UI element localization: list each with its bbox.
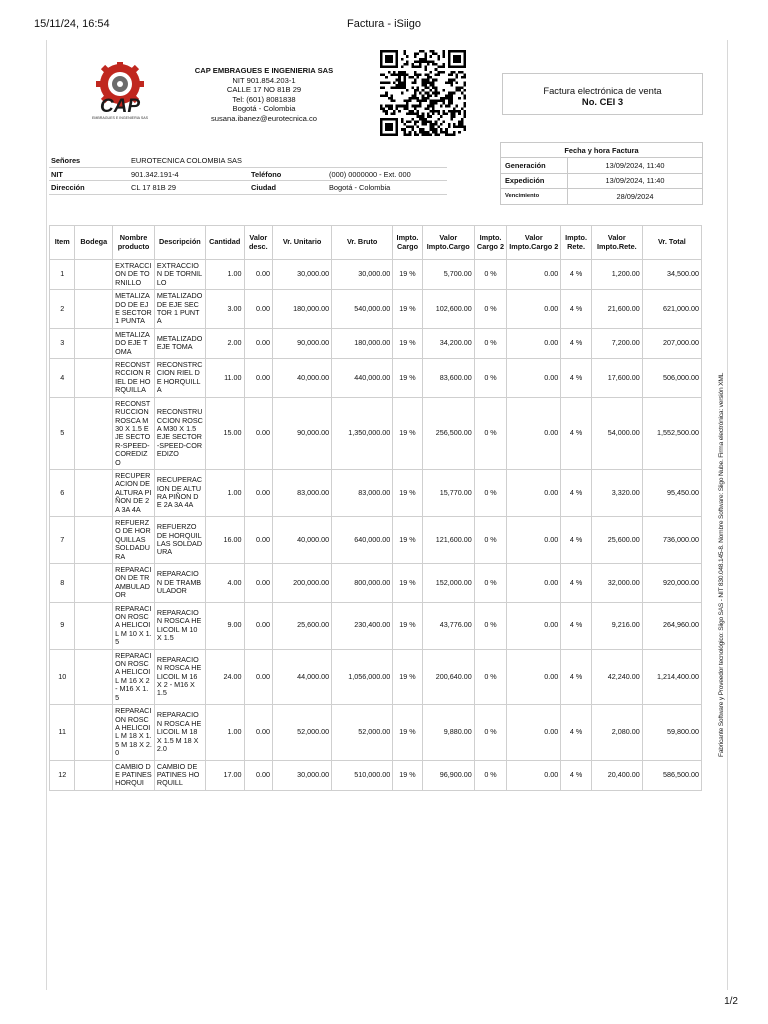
- cell-total: 621,000.00: [642, 290, 701, 329]
- senores-value: EUROTECNICA COLOMBIA SAS: [129, 154, 447, 167]
- cell-nombre: METALIZADO DE EJE SECTOR 1 PUNTA: [113, 290, 155, 329]
- cell-item: 6: [50, 469, 75, 516]
- cell-unitario: 200,000.00: [273, 564, 332, 603]
- page-number: 1/2: [724, 996, 738, 1007]
- cell-desc: 0.00: [244, 328, 273, 358]
- table-header-row: [50, 226, 702, 260]
- cell-bruto: 52,000.00: [332, 705, 393, 760]
- cell-bodega: [75, 359, 113, 398]
- cell-unitario: 83,000.00: [273, 469, 332, 516]
- column-header: Impto. Cargo 2: [474, 226, 507, 260]
- client-info-table: [49, 154, 447, 195]
- cell-cargo2: 0 %: [474, 705, 507, 760]
- column-header: Valor Impto.Rete.: [591, 226, 642, 260]
- cell-rete: 4 %: [561, 760, 592, 790]
- column-header: Item: [50, 226, 75, 260]
- cell-cantidad: 1.00: [205, 260, 244, 290]
- cell-cantidad: 1.00: [205, 469, 244, 516]
- logo-text: CAP: [99, 96, 141, 117]
- nit-label: NIT: [49, 167, 129, 180]
- table-row: [50, 760, 702, 790]
- cell-item: 10: [50, 649, 75, 704]
- cell-vcargo2: 0.00: [507, 760, 561, 790]
- cell-vcargo: 96,900.00: [422, 760, 474, 790]
- cell-desc: 0.00: [244, 564, 273, 603]
- cell-vcargo2: 0.00: [507, 469, 561, 516]
- cell-nombre: REFUERZO DE HORQUILLAS SOLDADURA: [113, 516, 155, 563]
- cell-nombre: REPARACION ROSCA HELICOIL M 10 X 1.5: [113, 602, 155, 649]
- cell-vcargo: 200,640.00: [422, 649, 474, 704]
- cell-vcargo: 83,600.00: [422, 359, 474, 398]
- table-row: [50, 359, 702, 398]
- table-row: [50, 260, 702, 290]
- software-provider-text: Fabricante Software y Proveedor tecnológico: Siigo SAS - NIT 830.048.145-8. Nombre Software: Siigo Nube. Firma electrónica: versión XML: [718, 372, 725, 757]
- cell-vcargo2: 0.00: [507, 328, 561, 358]
- cell-vcargo2: 0.00: [507, 705, 561, 760]
- cell-nombre: RECONSTRUCCION ROSCA M30 X 1.5 EJE SECTOR-SPEED-COREDIZO: [113, 397, 155, 469]
- cell-rete: 4 %: [561, 469, 592, 516]
- cell-cargo2: 0 %: [474, 328, 507, 358]
- column-header: Bodega: [75, 226, 113, 260]
- cell-vrete: 42,240.00: [591, 649, 642, 704]
- cell-item: 9: [50, 602, 75, 649]
- invoice-items-table: [49, 225, 702, 791]
- company-phone: Tel: (601) 8081838: [232, 94, 296, 104]
- expedicion-value: 13/09/2024, 11:40: [568, 173, 703, 189]
- invoice-dates-table: [500, 142, 703, 205]
- cell-unitario: 90,000.00: [273, 397, 332, 469]
- cell-cargo: 19 %: [393, 564, 423, 603]
- cell-unitario: 180,000.00: [273, 290, 332, 329]
- company-info: [184, 66, 344, 124]
- ciudad-value: Bogotá - Colombia: [327, 181, 447, 194]
- cell-item: 3: [50, 328, 75, 358]
- cell-vrete: 17,600.00: [591, 359, 642, 398]
- column-header: Valor Impto.Cargo: [422, 226, 474, 260]
- cell-cantidad: 2.00: [205, 328, 244, 358]
- cell-rete: 4 %: [561, 564, 592, 603]
- cell-cantidad: 17.00: [205, 760, 244, 790]
- logo-subtext: EMBRAGUES E INGENIERIA SAS: [91, 116, 149, 120]
- cell-cargo2: 0 %: [474, 397, 507, 469]
- cell-cantidad: 24.00: [205, 649, 244, 704]
- cell-unitario: 25,600.00: [273, 602, 332, 649]
- cell-item: 12: [50, 760, 75, 790]
- cell-nombre: REPARACION ROSCA HELICOIL M 18 X 1.5 M 18 X 2.0: [113, 705, 155, 760]
- cell-cargo2: 0 %: [474, 260, 507, 290]
- cell-bruto: 180,000.00: [332, 328, 393, 358]
- table-row: [50, 469, 702, 516]
- cell-total: 506,000.00: [642, 359, 701, 398]
- cell-unitario: 30,000.00: [273, 260, 332, 290]
- cell-vcargo: 15,770.00: [422, 469, 474, 516]
- cell-cargo2: 0 %: [474, 516, 507, 563]
- vencimiento-label: Vencimiento: [501, 189, 568, 205]
- cell-desc: 0.00: [244, 469, 273, 516]
- cell-unitario: 40,000.00: [273, 359, 332, 398]
- cell-bodega: [75, 469, 113, 516]
- cell-vcargo: 152,000.00: [422, 564, 474, 603]
- cell-desc: 0.00: [244, 260, 273, 290]
- cell-rete: 4 %: [561, 649, 592, 704]
- direccion-label: Dirección: [49, 181, 129, 194]
- cell-item: 11: [50, 705, 75, 760]
- cell-cargo2: 0 %: [474, 564, 507, 603]
- cell-bruto: 510,000.00: [332, 760, 393, 790]
- cell-vcargo2: 0.00: [507, 359, 561, 398]
- cell-rete: 4 %: [561, 602, 592, 649]
- cell-total: 264,960.00: [642, 602, 701, 649]
- generacion-value: 13/09/2024, 11:40: [568, 158, 703, 174]
- company-city: Bogotá - Colombia: [232, 104, 296, 114]
- cell-item: 1: [50, 260, 75, 290]
- column-header: Vr. Total: [642, 226, 701, 260]
- cell-bruto: 640,000.00: [332, 516, 393, 563]
- cell-nombre: RECUPERACION DE ALTURA PIÑON DE 2A 3A 4A: [113, 469, 155, 516]
- cell-cargo: 19 %: [393, 260, 423, 290]
- cell-total: 34,500.00: [642, 260, 701, 290]
- column-header: Valor desc.: [244, 226, 273, 260]
- table-row: [50, 602, 702, 649]
- cell-desc: 0.00: [244, 516, 273, 563]
- cell-item: 7: [50, 516, 75, 563]
- cell-cargo2: 0 %: [474, 469, 507, 516]
- cell-cargo2: 0 %: [474, 359, 507, 398]
- cell-vrete: 54,000.00: [591, 397, 642, 469]
- cell-item: 4: [50, 359, 75, 398]
- table-body: [50, 260, 702, 791]
- cell-bruto: 30,000.00: [332, 260, 393, 290]
- cell-vrete: 20,400.00: [591, 760, 642, 790]
- cell-total: 95,450.00: [642, 469, 701, 516]
- cell-unitario: 30,000.00: [273, 760, 332, 790]
- direccion-value: CL 17 81B 29: [129, 181, 249, 194]
- cell-vcargo2: 0.00: [507, 290, 561, 329]
- cell-vrete: 9,216.00: [591, 602, 642, 649]
- cell-unitario: 44,000.00: [273, 649, 332, 704]
- telefono-value: (000) 0000000 - Ext. 000: [327, 167, 447, 180]
- cell-total: 920,000.00: [642, 564, 701, 603]
- expedicion-label: Expedición: [501, 173, 568, 189]
- cell-vcargo2: 0.00: [507, 602, 561, 649]
- cell-rete: 4 %: [561, 516, 592, 563]
- cell-vcargo2: 0.00: [507, 397, 561, 469]
- company-address: CALLE 17 NO 81B 29: [226, 85, 302, 95]
- cell-vcargo2: 0.00: [507, 260, 561, 290]
- cell-nombre: REPARACION DE TRAMBULADOR: [113, 564, 155, 603]
- cell-vcargo2: 0.00: [507, 649, 561, 704]
- cell-bodega: [75, 564, 113, 603]
- cell-item: 5: [50, 397, 75, 469]
- cell-total: 586,500.00: [642, 760, 701, 790]
- cell-total: 59,800.00: [642, 705, 701, 760]
- cell-rete: 4 %: [561, 290, 592, 329]
- cell-unitario: 52,000.00: [273, 705, 332, 760]
- table-row: [50, 564, 702, 603]
- generacion-label: Generación: [501, 158, 568, 174]
- cell-cargo2: 0 %: [474, 602, 507, 649]
- cell-desc: 0.00: [244, 705, 273, 760]
- cell-bodega: [75, 602, 113, 649]
- cell-cantidad: 1.00: [205, 705, 244, 760]
- cell-rete: 4 %: [561, 260, 592, 290]
- cell-descripcion: METALIZADO EJE TOMA: [154, 328, 205, 358]
- cell-cargo: 19 %: [393, 602, 423, 649]
- cell-desc: 0.00: [244, 602, 273, 649]
- print-header: [0, 16, 768, 32]
- cell-vcargo: 43,776.00: [422, 602, 474, 649]
- company-nit: NIT 901.854.203-1: [232, 75, 296, 85]
- cell-nombre: RECONSTRCCION RIEL DE HORQUILLA: [113, 359, 155, 398]
- cell-total: 1,552,500.00: [642, 397, 701, 469]
- cell-vcargo: 102,600.00: [422, 290, 474, 329]
- cell-desc: 0.00: [244, 290, 273, 329]
- cell-cargo2: 0 %: [474, 760, 507, 790]
- cell-cargo: 19 %: [393, 359, 423, 398]
- cell-bruto: 540,000.00: [332, 290, 393, 329]
- column-header: Impto. Rete.: [561, 226, 592, 260]
- software-provider-note: [712, 42, 734, 757]
- invoice-title-box: [502, 73, 703, 115]
- telefono-label: Teléfono: [249, 167, 327, 180]
- cell-vcargo2: 0.00: [507, 516, 561, 563]
- print-datetime: 15/11/24, 16:54: [34, 18, 110, 30]
- cell-desc: 0.00: [244, 359, 273, 398]
- cell-bodega: [75, 260, 113, 290]
- column-header: Vr. Bruto: [332, 226, 393, 260]
- nit-value: 901.342.191-4: [129, 167, 249, 180]
- cell-nombre: CAMBIO DE PATINES HORQUI: [113, 760, 155, 790]
- cell-cargo: 19 %: [393, 760, 423, 790]
- cell-cargo: 19 %: [393, 705, 423, 760]
- cell-unitario: 40,000.00: [273, 516, 332, 563]
- invoice-title: Factura electrónica de venta: [543, 85, 662, 96]
- cell-bruto: 1,350,000.00: [332, 397, 393, 469]
- invoice-number: No. CEI 3: [581, 96, 624, 107]
- cell-rete: 4 %: [561, 328, 592, 358]
- cell-vrete: 21,600.00: [591, 290, 642, 329]
- cell-vrete: 2,080.00: [591, 705, 642, 760]
- cell-desc: 0.00: [244, 760, 273, 790]
- vencimiento-value: 28/09/2024: [568, 189, 703, 205]
- column-header: Impto. Cargo: [393, 226, 423, 260]
- cell-descripcion: REPARACION ROSCA HELICOIL M 16 X 2 - M16 X 1.5: [154, 649, 205, 704]
- cell-bodega: [75, 290, 113, 329]
- cell-rete: 4 %: [561, 397, 592, 469]
- column-header: Descripción: [154, 226, 205, 260]
- cell-bruto: 440,000.00: [332, 359, 393, 398]
- cell-vcargo: 121,600.00: [422, 516, 474, 563]
- cell-cantidad: 4.00: [205, 564, 244, 603]
- cell-vcargo: 5,700.00: [422, 260, 474, 290]
- company-email: susana.ibanez@eurotecnica.co: [210, 113, 318, 123]
- cell-bruto: 83,000.00: [332, 469, 393, 516]
- cell-item: 2: [50, 290, 75, 329]
- cell-vcargo: 34,200.00: [422, 328, 474, 358]
- cell-bruto: 1,056,000.00: [332, 649, 393, 704]
- cell-bodega: [75, 649, 113, 704]
- qr-code: [380, 50, 466, 136]
- cell-cargo: 19 %: [393, 328, 423, 358]
- cell-vrete: 3,320.00: [591, 469, 642, 516]
- cell-cantidad: 16.00: [205, 516, 244, 563]
- table-row: [50, 516, 702, 563]
- table-row: [50, 649, 702, 704]
- cell-cantidad: 11.00: [205, 359, 244, 398]
- cell-bodega: [75, 397, 113, 469]
- cell-bodega: [75, 760, 113, 790]
- cell-cargo: 19 %: [393, 469, 423, 516]
- cell-vcargo: 256,500.00: [422, 397, 474, 469]
- cell-descripcion: REPARACION DE TRAMBULADOR: [154, 564, 205, 603]
- cell-rete: 4 %: [561, 359, 592, 398]
- table-row: [50, 397, 702, 469]
- table-row: [50, 290, 702, 329]
- cell-descripcion: METALIZADO DE EJE SECTOR 1 PUNTA: [154, 290, 205, 329]
- cell-desc: 0.00: [244, 397, 273, 469]
- cell-bodega: [75, 516, 113, 563]
- cell-unitario: 90,000.00: [273, 328, 332, 358]
- column-header: Vr. Unitario: [273, 226, 332, 260]
- column-header: Valor Impto.Cargo 2: [507, 226, 561, 260]
- cell-cargo2: 0 %: [474, 290, 507, 329]
- cell-descripcion: CAMBIO DE PATINES HORQUILL: [154, 760, 205, 790]
- table-row: [50, 705, 702, 760]
- cell-total: 207,000.00: [642, 328, 701, 358]
- column-header: Cantidad: [205, 226, 244, 260]
- cell-rete: 4 %: [561, 705, 592, 760]
- cell-vrete: 32,000.00: [591, 564, 642, 603]
- cell-vcargo: 9,880.00: [422, 705, 474, 760]
- cell-descripcion: EXTRACCION DE TORNILLO: [154, 260, 205, 290]
- cell-item: 8: [50, 564, 75, 603]
- cell-bodega: [75, 328, 113, 358]
- cell-descripcion: RECONSTRUCCION ROSCA M30 X 1.5 EJE SECTOR-SPEED-COREDIZO: [154, 397, 205, 469]
- print-title: Factura - iSiigo: [347, 18, 421, 30]
- cell-bruto: 230,400.00: [332, 602, 393, 649]
- cell-descripcion: REPARACION ROSCA HELICOIL M 18 X 1.5 M 18 X 2.0: [154, 705, 205, 760]
- cell-cantidad: 3.00: [205, 290, 244, 329]
- cell-bruto: 800,000.00: [332, 564, 393, 603]
- cell-vrete: 7,200.00: [591, 328, 642, 358]
- cell-cargo: 19 %: [393, 397, 423, 469]
- cell-nombre: EXTRACCION DE TORNILLO: [113, 260, 155, 290]
- company-logo: [62, 62, 178, 122]
- cell-cargo: 19 %: [393, 649, 423, 704]
- cell-total: 736,000.00: [642, 516, 701, 563]
- cell-desc: 0.00: [244, 649, 273, 704]
- senores-label: Señores: [49, 154, 129, 167]
- cell-vcargo2: 0.00: [507, 564, 561, 603]
- table-row: [50, 328, 702, 358]
- cell-vrete: 25,600.00: [591, 516, 642, 563]
- cell-descripcion: RECUPERACION DE ALTURA PIÑON DE 2A 3A 4A: [154, 469, 205, 516]
- cell-cantidad: 15.00: [205, 397, 244, 469]
- cell-bodega: [75, 705, 113, 760]
- cell-cargo: 19 %: [393, 516, 423, 563]
- cell-vrete: 1,200.00: [591, 260, 642, 290]
- company-name: CAP EMBRAGUES E INGENIERIA SAS: [194, 66, 334, 75]
- dates-header: Fecha y hora Factura: [501, 143, 703, 158]
- cell-nombre: METALIZADO EJE TOMA: [113, 328, 155, 358]
- cell-nombre: REPARACION ROSCA HELICOIL M 16 X 2 - M16 X 1.5: [113, 649, 155, 704]
- cell-descripcion: REPARACION ROSCA HELICOIL M 10 X 1.5: [154, 602, 205, 649]
- cell-descripcion: REFUERZO DE HORQUILLAS SOLDADURA: [154, 516, 205, 563]
- cell-cargo2: 0 %: [474, 649, 507, 704]
- ciudad-label: Ciudad: [249, 181, 327, 194]
- cell-descripcion: RECONSTRCCION RIEL DE HORQUILLA: [154, 359, 205, 398]
- cell-total: 1,214,400.00: [642, 649, 701, 704]
- cell-cargo: 19 %: [393, 290, 423, 329]
- column-header: Nombre producto: [113, 226, 155, 260]
- cell-cantidad: 9.00: [205, 602, 244, 649]
